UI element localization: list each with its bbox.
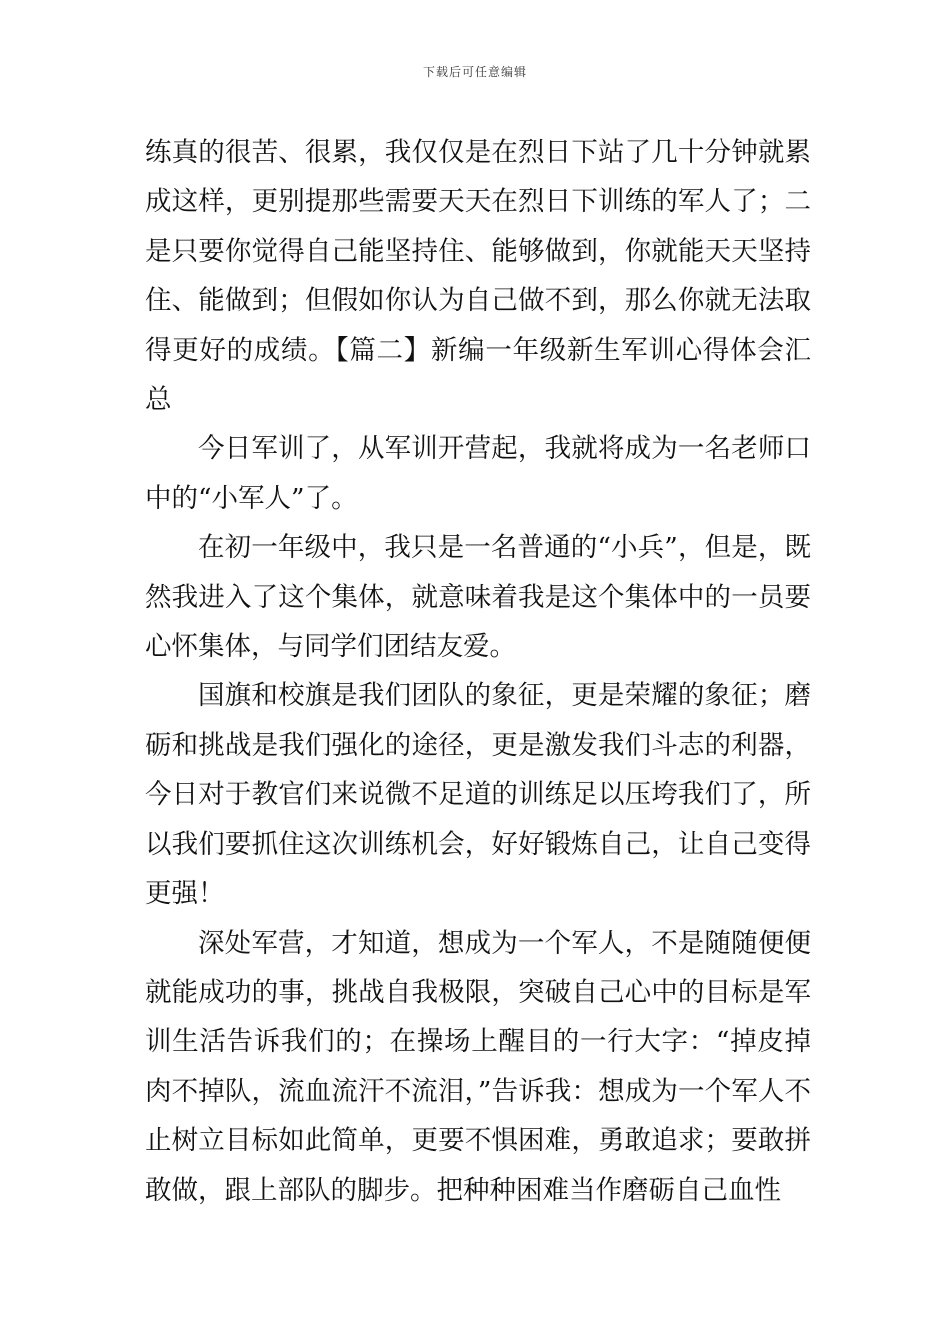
paragraph: 国旗和校旗是我们团队的象征，更是荣耀的象征；磨砺和挑战是我们强化的途径，更是激发我们斗志的利器，今日对于教官们来说微不足道的训练足以压垮我们了，所以我们要抓住这次训练机会，好好锻炼自己，让自己变得更强！ [145,680,811,910]
paragraph-continuation: 练真的很苦、很累，我仅仅是在烈日下站了几十分钟就累成这样，更别提那些需要天天在烈日下训练的军人了；二是只要你觉得自己能坚持住、能够做到，你就能天天坚持住、能做到；但假如你认为自己做不到，那么你就无法取得更好的成绩。【篇二】新编一年级新生军训心得体会汇总 [145,137,811,416]
page-header: 下载后可任意编辑 [422,65,527,79]
document-body [145,128,811,1215]
paragraph: 今日军训了，从军训开营起，我就将成为一名老师口中的“小军人”了。 [145,433,811,514]
paragraph: 在初一年级中，我只是一名普通的“小兵”，但是，既然我进入了这个集体，就意味着我是这个集体中的一员要心怀集体，与同学们团结友爱。 [145,532,811,663]
paragraph: 深处军营，才知道，想成为一个军人，不是随随便便就能成功的事，挑战自我极限，突破自己心中的目标是军训生活告诉我们的；在操场上醒目的一行大字：“掉皮掉肉不掉队，流血流汗不流泪，”告诉我：想成为一个军人不止树立目标如此简单，更要不惧困难，勇敢追求；要敢拼敢做，跟上部队的脚步。把种种困难当作磨砺自己血性 [145,927,811,1206]
